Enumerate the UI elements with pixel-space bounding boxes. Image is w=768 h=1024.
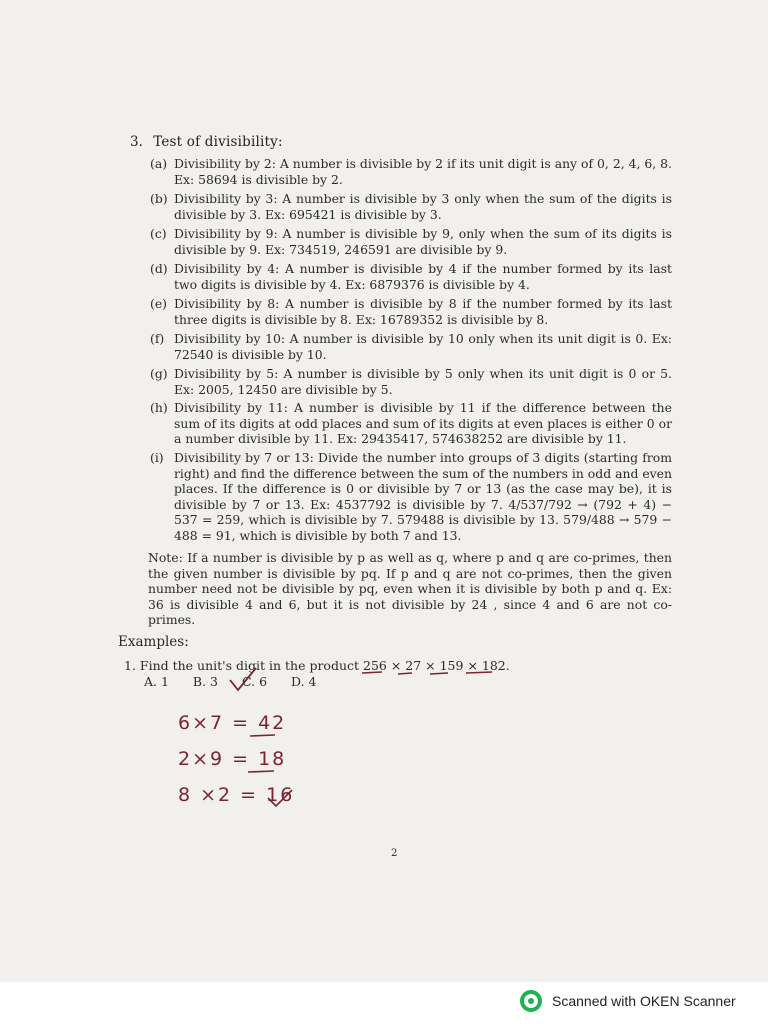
rule-item: (f) Divisibility by 10: A number is divisible by 10 only when its unit digit is 0. Ex: 72540 is divisible by 10. (150, 331, 672, 362)
examples-heading: Examples: (118, 634, 189, 650)
option-d: D. 4 (291, 674, 317, 689)
rule-item: (i) Divisibility by 7 or 13: Divide the number into groups of 3 digits (starting from right) and find the difference between the sum of the numbers in odd and even places. If the difference is 0 or divisible by 7 or 13 (as the case may be), it is divisible by 7 or 13. Ex: 4537792 is divisible by 7. 4/537/792 → (792 + 4) − 537 = 259, which is divisible by 7. 579488 is divisible by 13. 579/488 → 579 − 488 = 91, which is divisible by both 7 and 13. (150, 450, 672, 543)
rule-item: (g) Divisibility by 5: A number is divisible by 5 only when its unit digit is 0 or 5. Ex: 2005, 12450 are divisible by 5. (150, 366, 672, 397)
page-number: 2 (391, 848, 398, 859)
underline-marks (360, 669, 500, 679)
rule-item: (a) Divisibility by 2: A number is divisible by 2 if its unit digit is any of 0, 2, 4, 6, 8. Ex: 58694 is divisible by 2. (150, 156, 672, 187)
scanner-footer (520, 990, 736, 1012)
rule-item: (d) Divisibility by 4: A number is divisible by 4 if the number formed by its last two digits is divisible by 4. Ex: 6879376 is divisible by 4. (150, 261, 672, 292)
rule-item: (b) Divisibility by 3: A number is divisible by 3 only when the sum of the digits is divisible by 3. Ex: 695421 is divisible by 3. (150, 191, 672, 222)
rule-item: (e) Divisibility by 8: A number is divisible by 8 if the number formed by its last three digits is divisible by 8. Ex: 16789352 is divisible by 8. (150, 296, 672, 327)
option-a: A. 1 (144, 674, 169, 689)
rule-item: (c) Divisibility by 9: A number is divisible by 9, only when the sum of its digits is divisible by 9. Ex: 734519, 246591 are divisible by 9. (150, 226, 672, 257)
checkmark-icon (226, 666, 260, 694)
handwritten-calc: 2×9 = 18 (178, 748, 287, 770)
section-title: Test of divisibility: (153, 134, 283, 150)
handwritten-underlines (230, 732, 300, 812)
option-c: C. 6 (242, 674, 268, 689)
handwritten-calc: 8 ×2 = 16 (178, 784, 295, 806)
note-paragraph: Note: If a number is divisible by p as well as q, where p and q are co-primes, then the given number is divisible by pq. If p and q are not co-primes, then the given number need not be divisible by pq, even when it is divisible by both p and q. Ex: 36 is divisible 4 and 6, but it is not divisible by 24 , since 4 and 6 are not co-primes. (148, 550, 672, 627)
example-question: 1. Find the unit's digit in the product 256 × 27 × 159 × 182. (124, 658, 510, 673)
section-heading (130, 134, 283, 150)
oken-scanner-logo-icon (520, 990, 542, 1012)
scanner-credit: Scanned with OKEN Scanner (552, 993, 736, 1009)
handwritten-calc: 6×7 = 42 (178, 712, 287, 734)
rule-item: (h) Divisibility by 11: A number is divisible by 11 if the difference between the sum of its digits at odd places and sum of its digits at even places is either 0 or a number divisible by 11. Ex: 29435417, 574638252 are divisible by 11. (150, 400, 672, 446)
section-number: 3. (130, 134, 143, 150)
option-b: B. 3 (192, 674, 219, 689)
